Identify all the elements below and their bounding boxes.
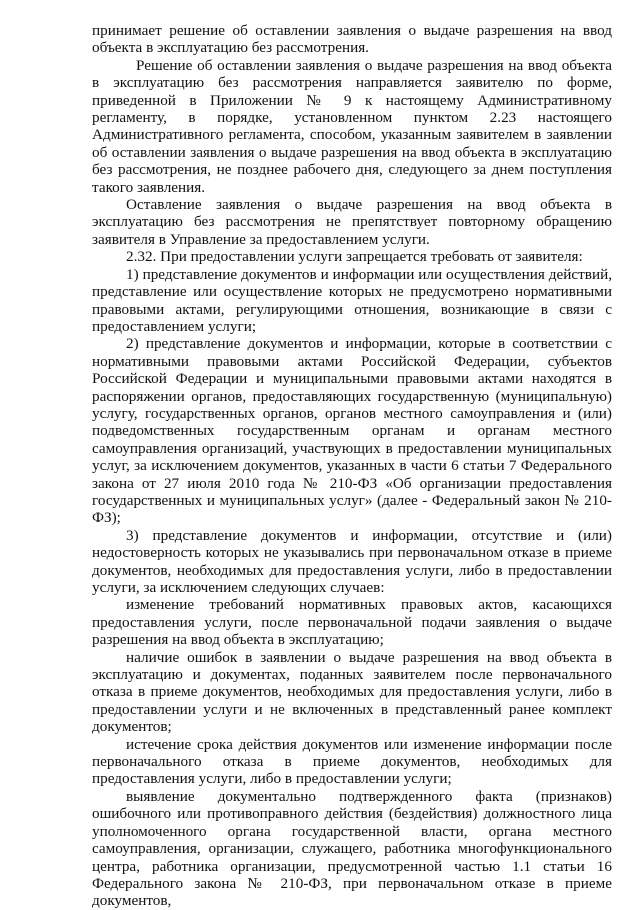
paragraph-repeat-request: Оставление заявления о выдаче разрешения на ввод объекта в эксплуатацию без рассмотрения не препятствует повторному обращению заявителя в Управление за предоставлением услуги. (92, 196, 612, 248)
list-item-2: 2) представление документов и информации, которые в соответствии с нормативными правовыми актами Российской Федерации, субъектов Российской Федерации и муниципальными правовыми актами находятся в распоряжении органов, предоставляющих государственную (муниципальную) услугу, государственных органов, органов местного самоуправления и (или) подведомственных государственным органам и органам местного самоуправления организаций, участвующих в предоставлении муниципальных услуг, за исключением документов, указанных в части 6 статьи 7 Федерального закона от 27 июля 2010 года № 210-ФЗ «Об организации предоставления государственных и муниципальных услуг» (далее - Федеральный закон № 210-ФЗ); (92, 335, 612, 527)
case-errors-in-application: наличие ошибок в заявлении о выдаче разрешения на ввод объекта в эксплуатацию и документах, поданных заявителем после первоначального отказа в приеме документов, необходимых для предоставления услуги, либо в предоставлении услуги и не включенных в представленный ранее комплект документов; (92, 648, 612, 736)
paragraph-continuation: принимает решение об оставлении заявления о выдаче разрешения на ввод объекта в эксплуатацию без рассмотрения. (92, 22, 612, 57)
case-document-expiry: истечение срока действия документов или изменение информации после первоначального отказа в приеме документов, необходимых для предоставления услуги, либо в предоставлении услуги; (92, 735, 612, 788)
list-item-3: 3) представление документов и информации, отсутствие и (или) недостоверность которых не указывались при первоначальном отказе в приеме документов, необходимых для предоставления услуги, либо в предоставлении услуги, за исключением следующих случаев: (92, 526, 612, 596)
case-requirements-change: изменение требований нормативных правовых актов, касающихся предоставления услуги, после первоначальной подачи заявления о выдаче разрешения на ввод объекта в эксплуатацию; (92, 596, 612, 649)
case-official-error: выявление документально подтвержденного факта (признаков) ошибочного или противоправного действия (бездействия) должностного лица уполномоченного органа государственной власти, органа местного самоуправления, организации, служащего, работника многофункционального центра, работника организации, предусмотренной частью 1.1 статьи 16 Федерального закона № 210-ФЗ, при первоначальном отказе в приеме документов, (92, 787, 612, 910)
paragraph-2-32-heading: 2.32. При предоставлении услуги запрещается требовать от заявителя: (126, 248, 583, 266)
paragraph-decision-sent: Решение об оставлении заявления о выдаче разрешения на ввод объекта в эксплуатацию без рассмотрения направляется заявителю по форме, приведенной в Приложении № 9 к настоящему Административному регламенту, в порядке, установленном пунктом 2.23 настоящего Административного регламента, способом, указанным заявителем в заявлении об оставлении заявления о выдаче разрешения на ввод объекта в эксплуатацию без рассмотрения, не позднее рабочего дня, следующего за днем поступления такого заявления. (92, 56, 612, 196)
list-item-1: 1) представление документов и информации или осуществления действий, представление или осуществление которых не предусмотрено нормативными правовыми актами, регулирующими отношения, возникающие в связи с предоставлением услуги; (92, 265, 612, 335)
